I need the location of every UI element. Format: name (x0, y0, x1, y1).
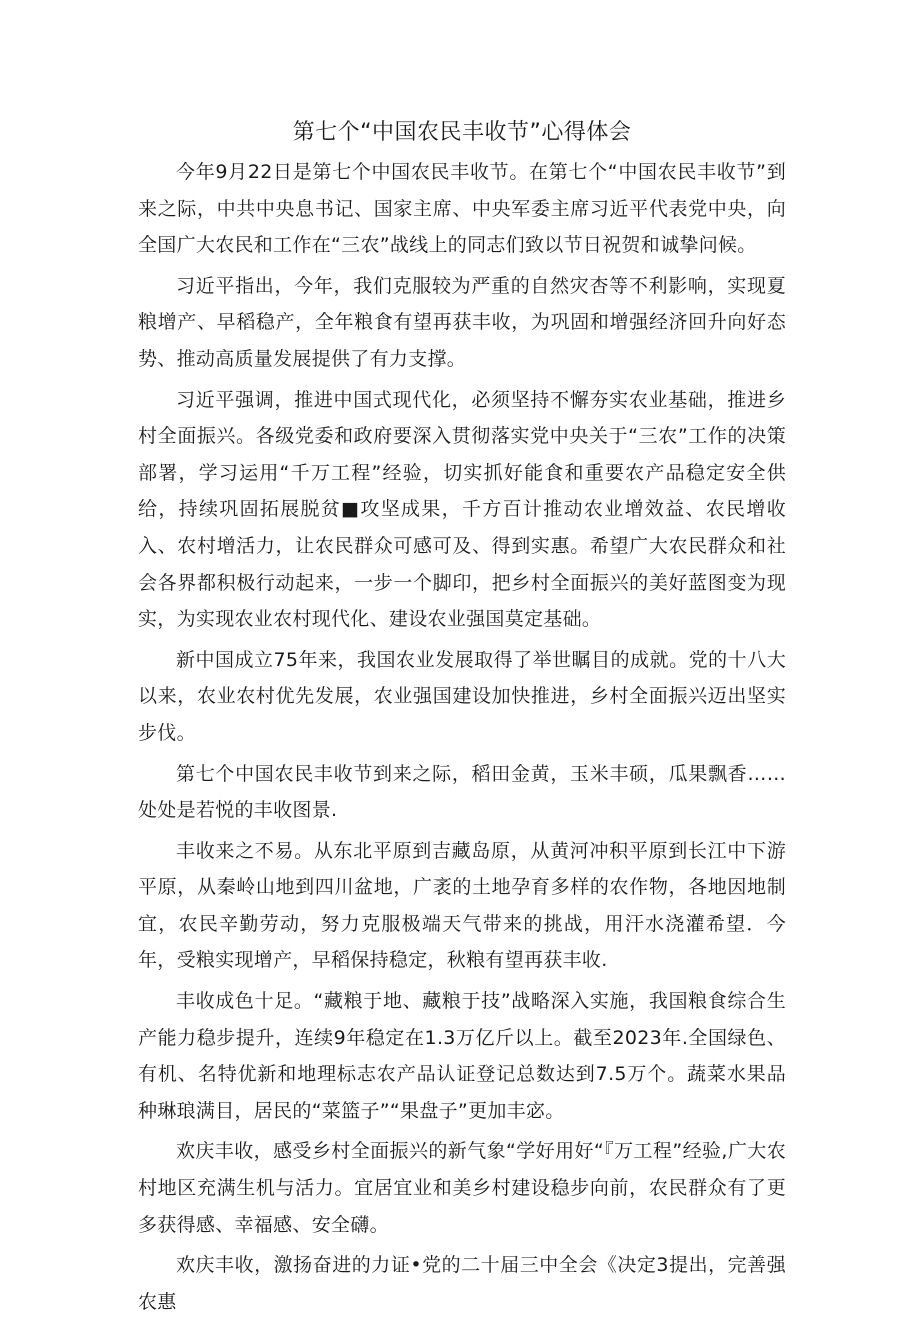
paragraph: 欢庆丰收，激扬奋进的力证•党的二十届三中全会《决定3提出，完善强农惠 (138, 1254, 786, 1313)
document-title: 第七个“中国农民丰收节”心得体会 (292, 120, 632, 145)
paragraph: 新中国成立75年来，我国农业发展取得了举世瞩目的成就。党的十八大以来，农业农村优先发展，农业强国建设加快推进，乡村全面振兴迈出坚实步伐。 (138, 648, 786, 744)
paragraph: 习近平强调，推进中国式现代化，必须坚持不懈夯实农业基础，推进乡村全面振兴。各级党委和政府要深入贯彻落实党中央关于“三农”工作的决策部署，学习运用“千万工程”经验，切实抓好能食和重要农产品稳定安全供给，持续巩固拓展脱贫■攻坚成果，千方百计推动农业增效益、农民增收入、农村增活力，让农民群众可感可及、得到实惠。希望广大农民群众和社会各界都积极行动起来，一步一个脚印，把乡村全面振兴的美好蓝图变为现实，为实现农业农村现代化、建设农业强国莫定基础。 (138, 388, 786, 631)
paragraph: 第七个中国农民丰收节到来之际，稻田金黄，玉米丰硕，瓜果飘香……处处是若悦的丰收图景. (138, 762, 786, 822)
paragraph: 欢庆丰收，感受乡村全面振兴的新气象“学好用好“『万工程”经验,广大农村地区充满生机与活力。宜居宜业和美乡村建设稳步向前，农民群众有了更多获得感、幸福感、安全礴。 (138, 1140, 786, 1236)
paragraph: 今年9月22日是第七个中国农民丰收节。在第七个“中国农民丰收节”到来之际，中共中央息书记、国家主席、中央军委主席习近平代表党中央，向全国广大农民和工作在“三农”战线上的同志们致以节日祝贺和诚挚问候。 (138, 161, 786, 257)
paragraph: 丰收来之不易。从东北平原到吉藏岛原，从黄河冲积平原到长江中下游平原，从秦岭山地到四川盆地，广袤的土地孕育多样的农作物，各地因地制宜，农民辛勤劳动，努力克服极端天气带来的挑战，用汗水浇灌希望．今年，受粮实现增产，早稻保持稳定，秋粮有望再获丰收. (138, 839, 786, 972)
paragraph: 丰收成色十足。“藏粮于地、藏粮于技”战略深入实施，我国粮食综合生产能力稳步提升，连续9年稳定在1.3万亿斤以上。截至2023年.全国绿色、有机、名特优新和地理标志农产品认证登记总数达到7.5万个。蔬菜水果品种琳琅满目，居民的“菜篮子”“果盘子”更加丰宓。 (138, 990, 786, 1122)
paragraph: 习近平指出，今年，我们克服较为严重的自然灾杏等不利影响，实现夏粮增产、早稻稳产，全年粮食有望再获丰收，为巩固和增强经济回升向好态势、推动高质量发展提供了有力支撑。 (138, 274, 786, 370)
document-page (138, 114, 786, 1324)
